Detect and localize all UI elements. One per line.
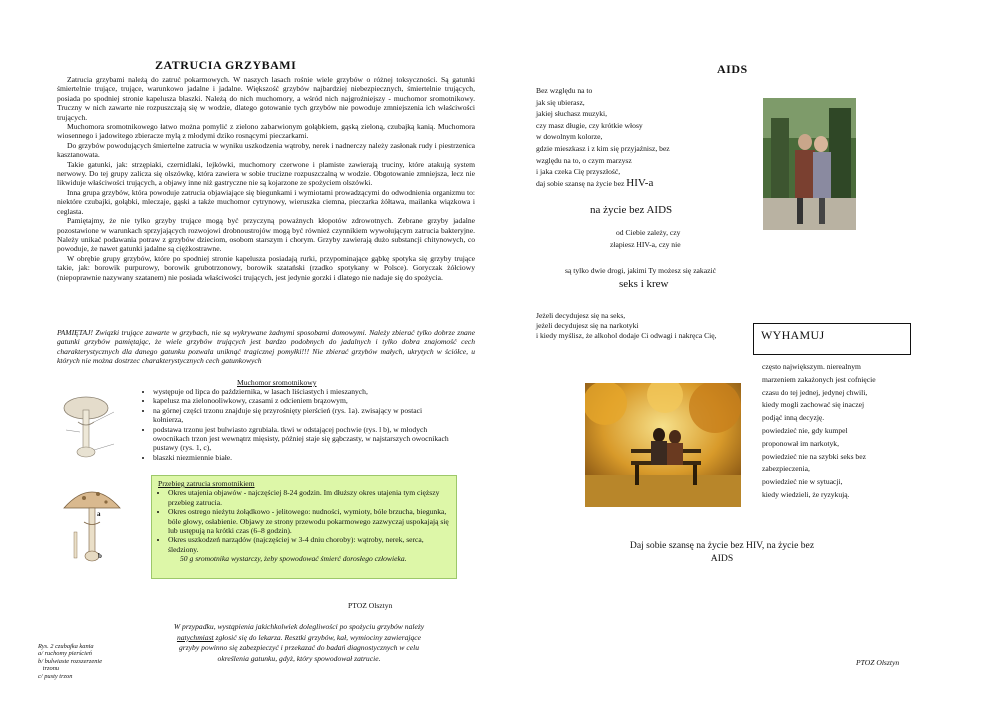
if-lines	[536, 311, 717, 341]
muchomor-item: • występuje od lipca do października, w lasach liściastych i mieszanych,	[153, 387, 453, 396]
muchomor-list	[141, 387, 453, 462]
wyhamuj-text	[762, 361, 876, 502]
poem-line: gdzie mieszkasz i z kim się przyjaźnisz, bez	[536, 143, 670, 153]
paragraph-7: W obrębie grupy grzybów, które po spodniej stronie kapelusza posiadają rurki, przypominające gąbkę spotyka się grzyby trujące takie, jak: borowik purpurowy, borowik grubotrzonowy, borowik szatański (rzadko spotykany w Polsce). Goryczak żółciowy (niepoprawnie nazywany szatanem) nie posiada właściwości trujących, jest jedynie gorzki i dlatego nie nadaje się do spożycia.	[57, 253, 475, 282]
przebieg-item: • Okres ostrego nieżytu żołądkowo - jelitowego: nudności, wymioty, bóle brzucha, biegunka, bóle głowy, osłabienie. Objawy ze strony przewodu pokarmowego zazwyczaj uspokajają się lub ustępują na krótki czas (6–8 godzin).	[168, 507, 450, 535]
box-line: często największym. nierealnym	[762, 362, 861, 371]
muchomor-item: • blaszki niezmiennie białe.	[153, 453, 453, 462]
caption-line: Rys. 2 czubajka kania	[38, 643, 94, 650]
final-line-1: Daj sobie szansę na życie bez HIV, na życie bez	[629, 540, 815, 551]
paragraph-4: Takie gatunki, jak: strzępiaki, czernidlaki, lejkówki, muchomory czerwone i plamiste zawierają truciny, które atakują system nerwowy. Do tej grupy zalicza się olszówkę, która zawiera w sobie trucizne rozpuszczalną w wodzie. Obgotowanie zmniejsza, lecz nie likwiduje właściwości trujących, a objawy inne niż gastryczne nie są kojarzone ze spożyciem olszówki.	[57, 159, 475, 188]
final-line-2: AIDS	[710, 553, 734, 564]
poem-line: jakiej słuchasz muzyki,	[536, 109, 608, 119]
box-line: podjąć inną decyzję.	[762, 413, 825, 423]
przebieg-item: • Okres uszkodzeń narządów (najczęściej w 3-4 dniu choroby): wątroby, nerek, serca, śledziony.	[168, 535, 450, 554]
muchomor-item: • na górnej części trzonu znajduje się przyrośnięty pierścień (rys. 1a). zwisający w postaci kołnierza,	[153, 406, 453, 425]
caption-line: a/ ruchomy pierścień	[38, 650, 92, 658]
line-1: od Ciebie zależy, czy	[616, 228, 681, 237]
warning-text: PAMIĘTAJ! Związki trujące zawarte w grzybach, nie są wykrywane żadnymi sposobami domowymi. Należy zbierać tylko dobrze znane gatunki grzybów pamiętając, że wiele grzybów trujących jest bardzo podobnych do jadalnych i tylko dobra znajomość cech charakterystycznych dla danego gatunku pozwala uniknąć tragicznej pomyłki!!! Nie zbierać grzybów małych, ukrytych w ściółce, u których nie można dostrzec charakterystycznych cech gatunkowych	[57, 328, 475, 366]
poem	[536, 85, 756, 189]
left-title: ZATRUCIA GRZYBAMI	[155, 58, 297, 72]
figure-caption	[38, 643, 102, 680]
closing-underline: natychmiast	[176, 632, 214, 642]
poem-last-line	[536, 178, 756, 190]
paragraph-2: Muchomora sromotnikowego łatwo można pomylić z zielono zabarwionym gołąbkiem, gąską zieloną, czubajką kanią. Muchomora wiosennego i jadowitego zbieracze mylą z młodymi dziko rosnącymi pieczarkami.	[57, 122, 475, 141]
box-line: kiedy wiedzieli, że ryzykują.	[762, 489, 850, 499]
box-line: marzeniem zakażonych jest cofnięcie	[762, 374, 876, 384]
przebieg-list	[158, 488, 450, 554]
closing-text	[170, 622, 428, 664]
wyhamuj-box	[753, 323, 911, 355]
paragraph-3: Do grzybów powodujących śmiertelne zatrucia w wyniku uszkodzenia wątroby, nerek i nadnerczy należy zasłonak rudy i piestrzenica kasztanowata.	[57, 140, 475, 160]
paragraph-5: Inna grupa grzybów, która powoduje zatrucia objawiające się biegunkami i wymiotami prowadzącymi do odwodnienia organizmu to: niektóre czubajki, gołąbki, mleczaje, gąski a także muchomor cytrynowy, wieruszka ciemna, pieczarka żółtawa, mailanka wiązkowa i ceglasta.	[57, 187, 475, 216]
mushroom-illustration-1	[58, 392, 138, 462]
line-3: są tylko dwie drogi, jakimi Ty możesz się zakazić	[565, 266, 716, 275]
paragraph-1: Zatrucia grzybami należą do zatruć pokarmowych. W naszych lasach rośnie wiele grzybów o różnej toksyczności. Są gatunki śmiertelnie trujące, trujące, warunkowo jadalne i jadalne. Większość grzybów najbardziej niebezpiecznych, śmiertelnie trujących, posiada po spodniej stronie kapelusza blaszki. Należą do nich muchomory, a wśród nich najgroźniejszy - muchomor sromotnikowy. Truczny w nich zawarte nie rozpuszczają się w wodzie, dlatego gotowanie tych grzybów nie powoduje zmniejszenia ich właściwości trujących.	[57, 75, 475, 122]
box-line: powiedzieć nie w sytuacji,	[762, 477, 843, 487]
poem-line: Bez względu na to	[536, 86, 593, 95]
label-a: a	[97, 510, 101, 518]
if-line: Jeżeli decydujesz się na seks,	[536, 311, 626, 320]
box-line: powiedzieć nie na szybki seks bez	[762, 451, 866, 461]
muchomor-item: • podstawa trzonu jest bulwiasto zgrubiała. tkwi w odstającej pochwie (rys. l b), w młodych owocnikach trzon jest wewnątrz mięsisty, później staje się gąbczasty, w najstarszych owocnikach pustawy (rys. 1, c),	[153, 425, 453, 453]
line-2: złapiesz HIV-a, czy nie	[610, 240, 681, 249]
wyhamuj-title: WYHAMUJ	[761, 328, 825, 342]
box-line: kiedy mogli zachować się inaczej	[762, 400, 865, 410]
przebieg-item: • Okres utajenia objawów - najczęściej 8-24 godzin. Im dłuższy okres utajenia tym cięższy przebieg zatrucia.	[168, 488, 450, 507]
caption-line: b/ bulwiaste rozszerzenie	[38, 657, 103, 665]
autumn-bench-photo	[585, 383, 741, 507]
if-line: i kiedy myślisz, że alkohol dodaje Ci odwagi i nakręca Cię,	[536, 331, 717, 340]
poem-line: jak się ubierasz,	[536, 97, 585, 107]
przebieg-heading: Przebieg zatrucia sromotnikiem	[158, 479, 255, 488]
caption-line: trzonu	[38, 665, 60, 673]
muchomor-item: • kapelusz ma zielonooliwkowy, czasami z odcieniem brązowym,	[153, 396, 453, 405]
box-line: powiedzieć nie, gdy kumpel	[762, 425, 848, 435]
poem-line: względu na to, o czym marzysz	[536, 155, 632, 165]
paragraph-6: Pamiętajmy, że nie tylko grzyby trujące mogą być przyczyną poważnych kłopotów zdrowotnych. Zebrane grzyby jadalne pozostawione w warunkach sprzyjających rozwojowi drobnoustrojów mogą być również czynnikiem wywołującym zatrucia bakteryjne. Należy unikać podawania potraw z grzybów dzieciom, osobom starszym i chorym. Grzyby zawierają dużo substancji chitynowych, co powoduje, że nawet gatunki jadalne są ciężkostrawne.	[57, 216, 475, 254]
ptoz-left: PTOZ Olsztyn	[348, 601, 393, 610]
box-line: czasu do tej jednej, jedynej chwili,	[762, 387, 868, 397]
couple-park-photo	[763, 98, 856, 230]
label-b: b	[98, 552, 102, 560]
closing-pre: W przypadku, wystąpienia jakichkolwiek dolegliwości po spożyciu grzybów należy	[173, 622, 425, 631]
poem-last: daj sobie szansę na życie bez	[536, 178, 627, 188]
box-line: zabezpieczenia,	[762, 464, 810, 474]
przebieg-footer: 50 g sromotnika wystarczy, żeby spowodować śmierć dorosłego człowieka.	[180, 554, 407, 564]
if-line: jeżeli decydujesz się na narkotyki	[536, 321, 639, 330]
right-title: AIDS	[717, 62, 748, 76]
poem-line: i jaka czeka Cię przyszłość,	[536, 167, 621, 177]
poem-line: czy masz długie, czy krótkie włosy	[536, 120, 643, 130]
left-article	[57, 75, 475, 282]
muchomor-heading: Muchomor sromotnikowy	[237, 378, 317, 387]
subtitle: na życie bez AIDS	[590, 204, 673, 216]
ptoz-right: PTOZ Olsztyn	[856, 658, 900, 667]
przebieg-box	[151, 475, 457, 579]
box-line: proponował im narkotyk,	[762, 438, 839, 448]
caption-line: c/ pusty trzon	[38, 672, 73, 680]
final-text	[617, 539, 827, 565]
poem-line: w dowolnym kolorze,	[536, 132, 603, 142]
closing-post: zgłosić się do lekarza. Resztki grzybów, kał, wymiociny zawierające grzyby powinno się zabezpieczyć i przekazać do badań diagnostycznych w celu określenia gatunku, gdyż, który spowodował zatrucie.	[178, 632, 422, 663]
seks-krew: seks i krew	[619, 278, 669, 290]
hiv-big: HIV-a	[626, 176, 654, 189]
